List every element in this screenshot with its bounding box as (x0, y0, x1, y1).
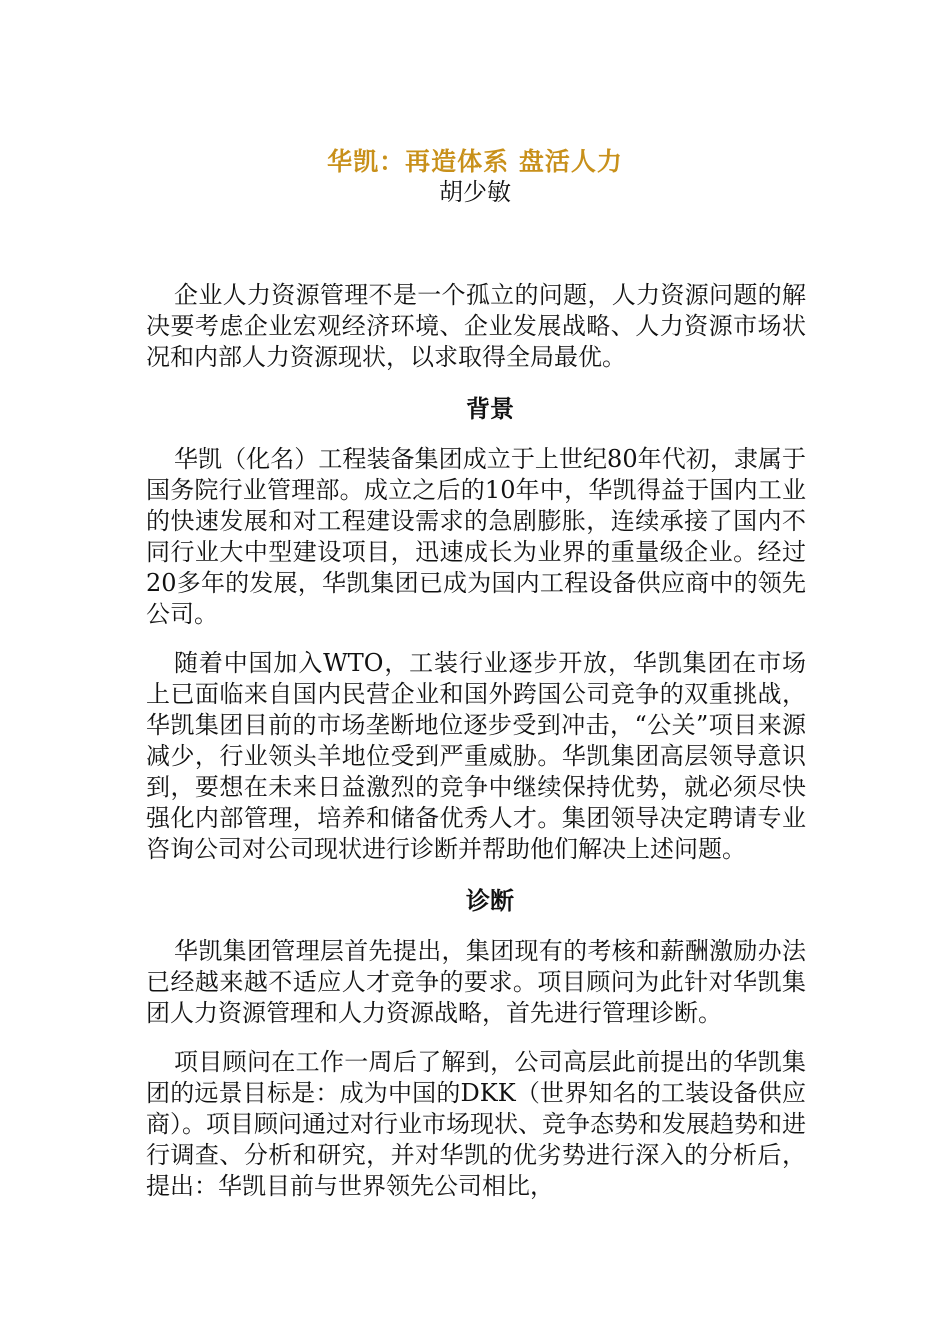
document-body (146, 280, 806, 1202)
intro-paragraph: 企业人力资源管理不是一个孤立的问题，人力资源问题的解决要考虑企业宏观经济环境、企业发展战略、人力资源市场状况和内部人力资源现状，以求取得全局最优。 (146, 281, 806, 371)
background-paragraph-1: 华凯（化名）工程装备集团成立于上世纪80年代初，隶属于国务院行业管理部。成立之后的10年中，华凯得益于国内工业的快速发展和对工程建设需求的急剧膨胀，连续承接了国内不同行业大中型建设项目，迅速成长为业界的重量级企业。经过20多年的发展，华凯集团已成为国内工程设备供应商中的领先公司。 (146, 445, 806, 628)
document-title: 华凯：再造体系 盘活人力 (327, 147, 623, 176)
background-paragraph-2: 随着中国加入WTO，工装行业逐步开放，华凯集团在市场上已面临来自国内民营企业和国外跨国公司竞争的双重挑战，华凯集团目前的市场垄断地位逐步受到冲击，“公关”项目来源减少，行业领头羊地位受到严重威胁。华凯集团高层领导意识到，要想在未来日益激烈的竞争中继续保持优势，就必须尽快强化内部管理，培养和储备优秀人才。集团领导决定聘请专业咨询公司对公司现状进行诊断并帮助他们解决上述问题。 (146, 649, 806, 863)
section-heading-diagnosis: 诊断 (466, 886, 514, 915)
diagnosis-paragraph-1: 华凯集团管理层首先提出，集团现有的考核和薪酬激励办法已经越来越不适应人才竞争的要求。项目顾问为此针对华凯集团人力资源管理和人力资源战略，首先进行管理诊断。 (146, 937, 806, 1027)
section-heading-background: 背景 (466, 394, 514, 423)
diagnosis-paragraph-2: 项目顾问在工作一周后了解到，公司高层此前提出的华凯集团的远景目标是：成为中国的DKK（世界知名的工装设备供应商）。项目顾问通过对行业市场现状、竞争态势和发展趋势和进行调查、分析和研究，并对华凯的优劣势进行深入的分析后，提出：华凯目前与世界领先公司相比， (146, 1048, 806, 1200)
document-author: 胡少敏 (439, 178, 511, 206)
